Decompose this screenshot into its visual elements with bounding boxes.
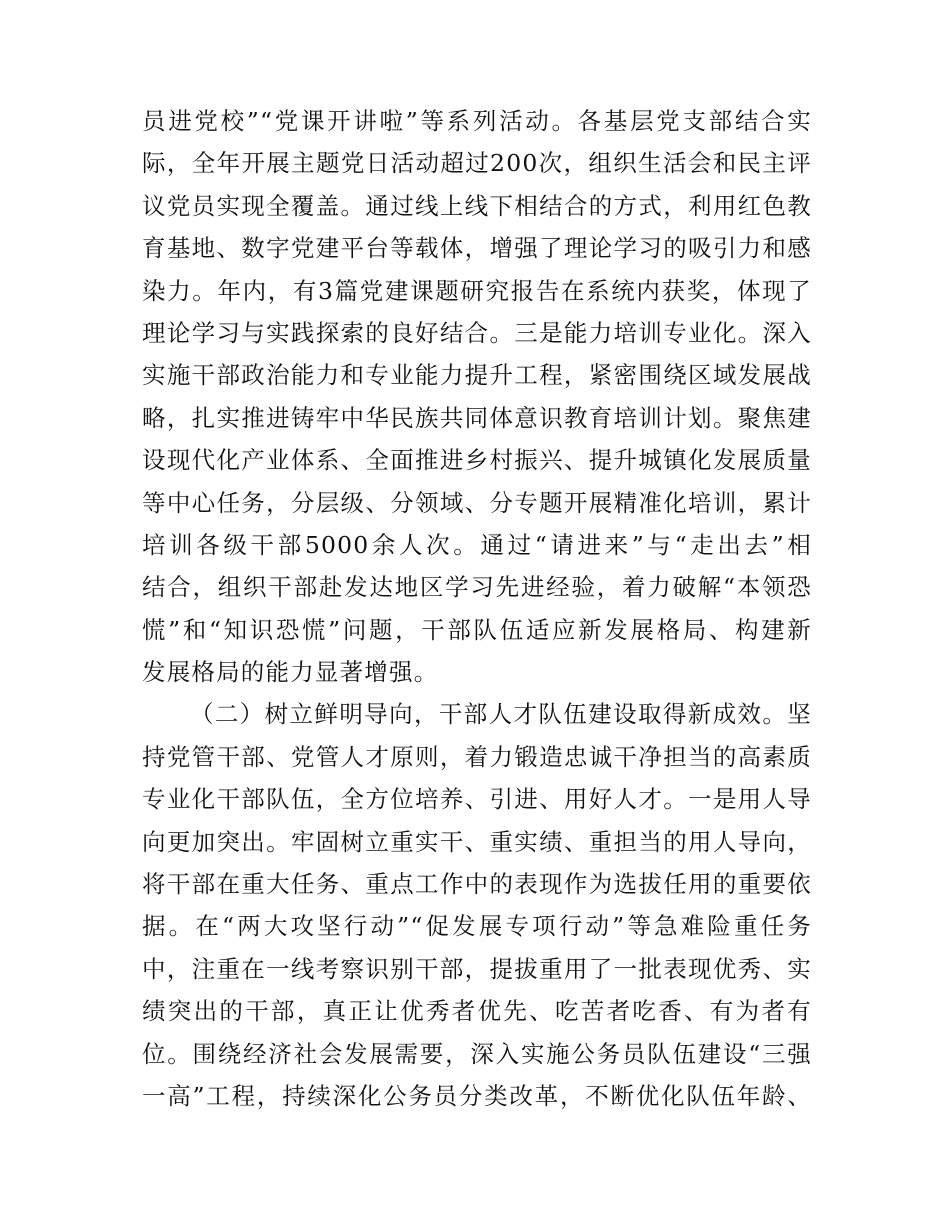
body-text [142, 100, 812, 1117]
text-line: 持党管干部、党管人才原则，着力锻造忠诚干净担当的高素质 [142, 742, 812, 771]
text-line: 一高”工程，持续深化公务员分类改革，不断优化队伍年龄、 [142, 1081, 812, 1110]
text-line: 培训各级干部5000余人次。通过“请进来”与“走出去”相 [142, 530, 812, 559]
text-line: 议党员实现全覆盖。通过线上线下相结合的方式，利用红色教 [142, 191, 812, 220]
text-line: 据。在“两大攻坚行动”“促发展专项行动”等急难险重任务 [142, 912, 812, 941]
text-line: 实施干部政治能力和专业能力提升工程，紧密围绕区域发展战 [142, 361, 812, 390]
text-line: 位。围绕经济社会发展需要，深入实施公务员队伍建设“三强 [142, 1039, 812, 1068]
text-line: 理论学习与实践探索的良好结合。三是能力培训专业化。深入 [142, 318, 812, 347]
text-line: 等中心任务，分层级、分领域、分专题开展精准化培训，累计 [142, 488, 812, 517]
text-line: 专业化干部队伍，全方位培养、引进、用好人才。一是用人导 [142, 785, 812, 814]
text-line: 染力。年内，有3篇党建课题研究报告在系统内获奖，体现了 [142, 276, 812, 305]
text-line: 绩突出的干部，真正让优秀者优先、吃苦者吃香、有为者有 [142, 997, 812, 1026]
text-line: 设现代化产业体系、全面推进乡村振兴、提升城镇化发展质量 [142, 446, 812, 475]
text-line: 员进党校”“党课开讲啦”等系列活动。各基层党支部结合实 [142, 107, 812, 135]
section-heading-line: （二）树立鲜明导向，干部人才队伍建设取得新成效。坚 [190, 700, 812, 729]
text-line: 向更加突出。牢固树立重实干、重实绩、重担当的用人导向， [142, 827, 812, 856]
text-line: 育基地、数字党建平台等载体，增强了理论学习的吸引力和感 [142, 234, 812, 263]
text-line: 略，扎实推进铸牢中华民族共同体意识教育培训计划。聚焦建 [142, 403, 812, 432]
text-line: 慌”和“知识恐慌”问题，干部队伍适应新发展格局、构建新 [142, 615, 812, 644]
text-line: 中，注重在一线考察识别干部，提拔重用了一批表现优秀、实 [142, 954, 812, 983]
text-line: 结合，组织干部赴发达地区学习先进经验，着力破解“本领恐 [142, 573, 812, 602]
text-line: 将干部在重大任务、重点工作中的表现作为选拔任用的重要依 [142, 870, 812, 899]
text-line: 际，全年开展主题党日活动超过200次，组织生活会和民主评 [142, 149, 812, 178]
text-line: 发展格局的能力显著增强。 [142, 658, 439, 687]
